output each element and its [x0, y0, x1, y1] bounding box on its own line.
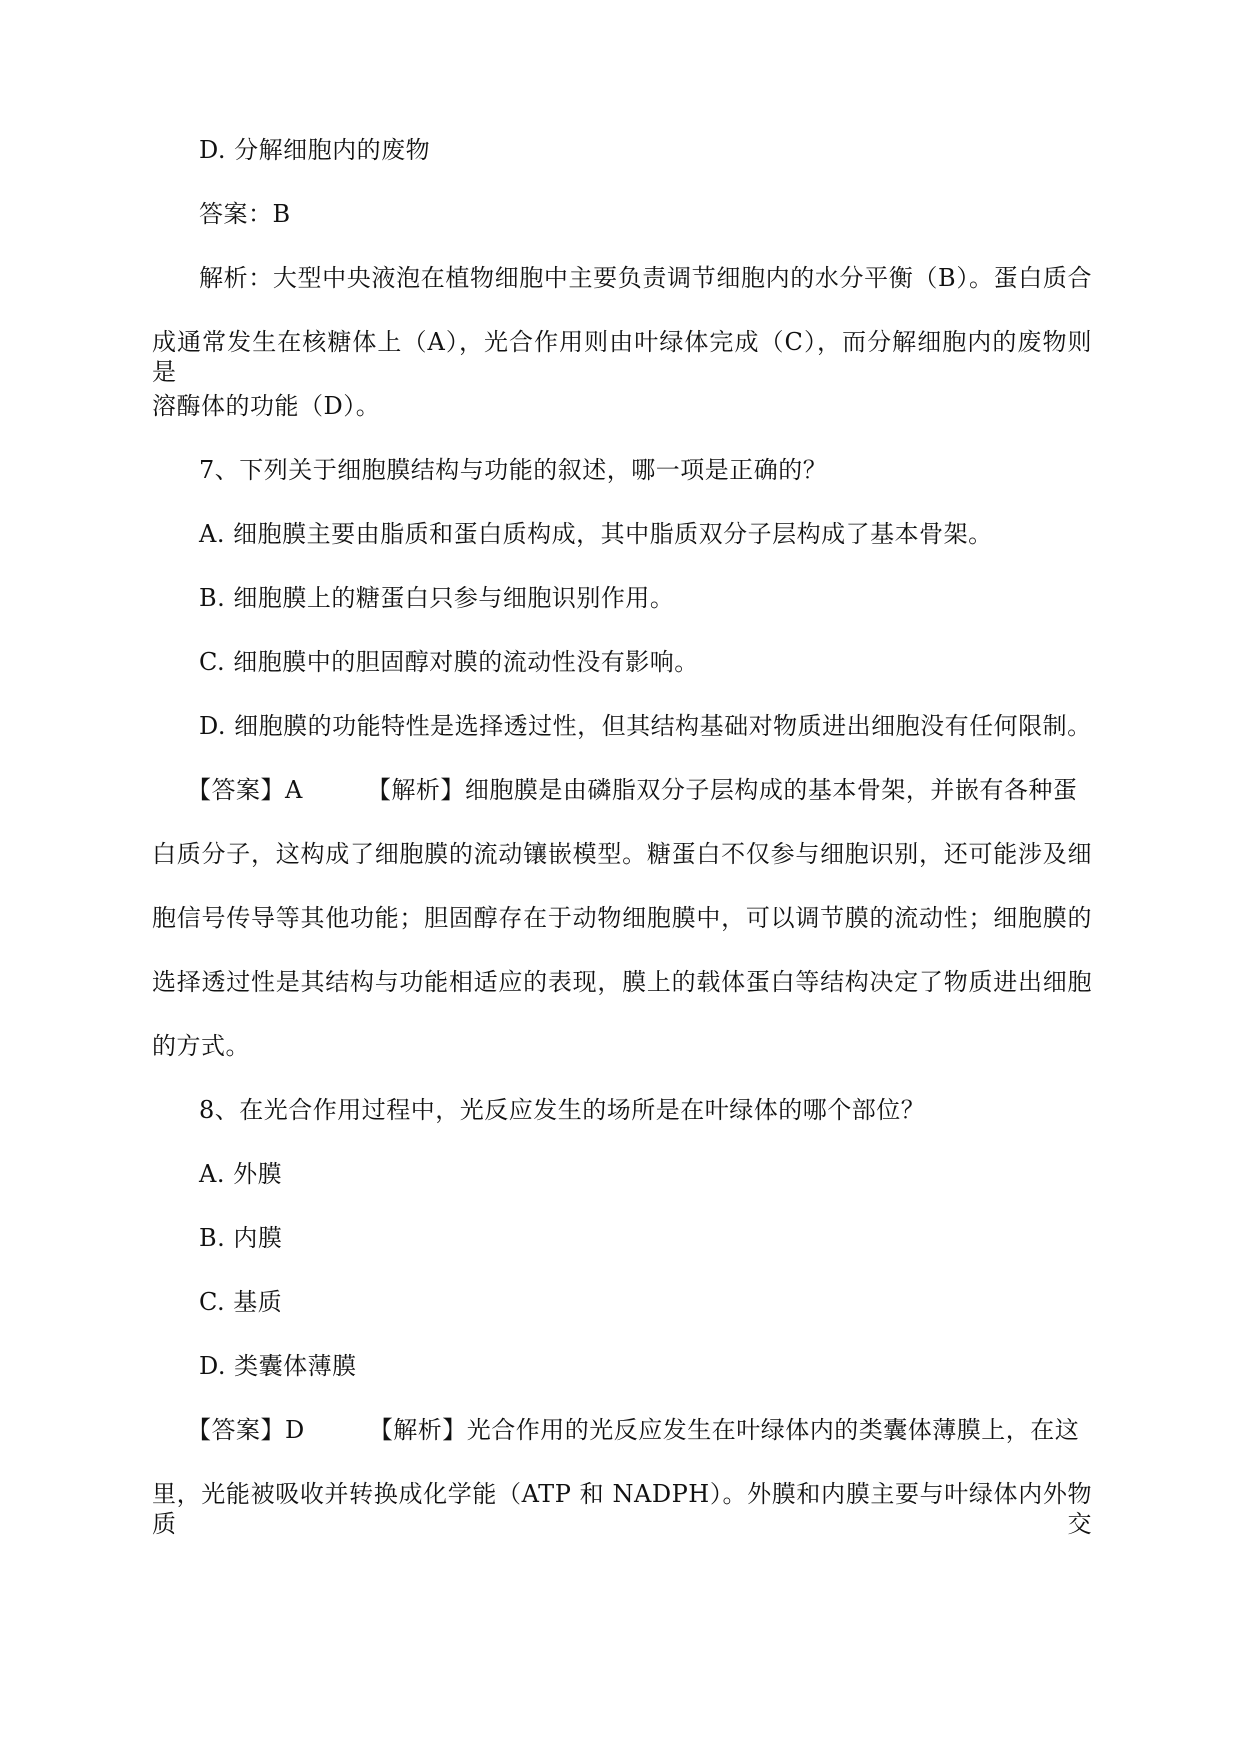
q7-analysis-line-5: 的方式。 — [152, 1032, 250, 1060]
q7-analysis-line-4: 选择透过性是其结构与功能相适应的表现，膜上的载体蛋白等结构决定了物质进出细胞 — [152, 968, 1092, 996]
q8-option-d: D. 类囊体薄膜 — [199, 1352, 357, 1380]
q7-answer: 【答案】A — [187, 776, 303, 804]
q7-analysis-line-3: 胞信号传导等其他功能；胆固醇存在于动物细胞膜中，可以调节膜的流动性；细胞膜的 — [152, 904, 1092, 932]
q6-analysis-line-2: 成通常发生在核糖体上（A），光合作用则由叶绿体完成（C），而分解细胞内的废物则是 — [152, 328, 1092, 386]
q8-analysis-first: 【解析】光合作用的光反应发生在叶绿体内的类囊体薄膜上，在这 — [368, 1416, 1080, 1444]
q6-analysis-line-3: 溶酶体的功能（D）。 — [152, 392, 381, 420]
q7-analysis-line-2: 白质分子，这构成了细胞膜的流动镶嵌模型。糖蛋白不仅参与细胞识别，还可能涉及细 — [152, 840, 1092, 868]
q7-answer-analysis — [187, 775, 1092, 805]
q7-analysis-first: 【解析】细胞膜是由磷脂双分子层构成的基本骨架，并嵌有各种蛋 — [366, 776, 1078, 804]
q7-option-d: D. 细胞膜的功能特性是选择透过性，但其结构基础对物质进出细胞没有任何限制。 — [199, 712, 1092, 740]
q8-answer-analysis — [187, 1415, 1092, 1445]
q8-option-a: A. 外膜 — [199, 1160, 283, 1188]
q7-option-b: B. 细胞膜上的糖蛋白只参与细胞识别作用。 — [199, 584, 675, 612]
q8-option-b: B. 内膜 — [199, 1224, 283, 1252]
q6-analysis-line-1: 解析：大型中央液泡在植物细胞中主要负责调节细胞内的水分平衡（B）。蛋白质合 — [199, 264, 1092, 292]
q7-option-c: C. 细胞膜中的胆固醇对膜的流动性没有影响。 — [199, 648, 699, 676]
q8-question: 8、在光合作用过程中，光反应发生的场所是在叶绿体的哪个部位？ — [199, 1096, 926, 1124]
q8-analysis-line-2: 里，光能被吸收并转换成化学能（ATP 和 NADPH）。外膜和内膜主要与叶绿体内外物质交 — [152, 1480, 1092, 1538]
q7-question: 7、下列关于细胞膜结构与功能的叙述，哪一项是正确的？ — [199, 456, 828, 484]
q6-option-d: D. 分解细胞内的废物 — [199, 136, 431, 164]
q8-option-c: C. 基质 — [199, 1288, 283, 1316]
q7-option-a: A. 细胞膜主要由脂质和蛋白质构成，其中脂质双分子层构成了基本骨架。 — [199, 520, 993, 548]
q8-answer: 【答案】D — [187, 1416, 305, 1444]
q6-answer: 答案：B — [199, 200, 291, 228]
